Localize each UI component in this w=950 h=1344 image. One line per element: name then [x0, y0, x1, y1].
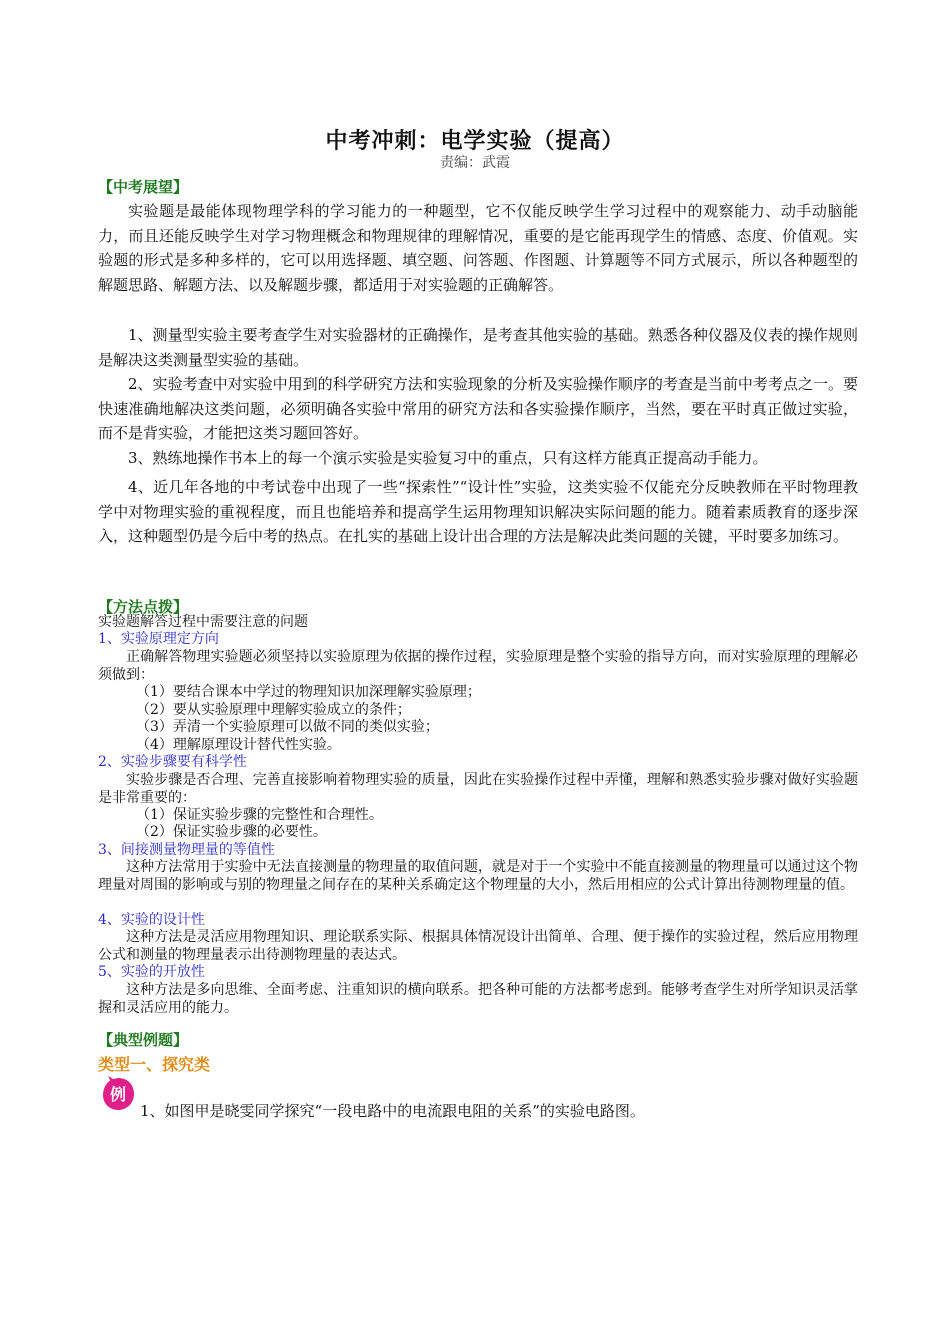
- example-badge-label: 例: [109, 1085, 127, 1104]
- example-question-1: 1、如图甲是晓雯同学探究“一段电路中的电流跟电阻的关系”的实验电路图。: [140, 1102, 645, 1120]
- method-2-title: 2、实验步骤要有科学性: [98, 754, 247, 770]
- method-2-text: 实验步骤是否合理、完善直接影响着物理实验的质量，因此在实验操作过程中弄懂，理解和熟悉实验步骤对做好实验题是非常重要的：: [98, 772, 858, 806]
- example-badge-icon: [100, 1076, 136, 1112]
- outlook-intro: 实验题是最能体现物理学科的学习能力的一种题型，它不仅能反映学生学习过程中的观察能力、动手动脑能力，而且还能反映学生对学习物理概念和物理规律的理解情况，重要的是它能再现学生的情感、态度、价值观。实验题的形式是多种多样的，它可以用选择题、填空题、问答题、作图题、计算题等不同方式展示，所以各种题型的解题思路、解题方法、以及解题步骤，都适用于对实验题的正确解答。: [98, 202, 858, 294]
- method-2-item: （1）保证实验步骤的完整性和合理性。: [136, 807, 383, 823]
- method-3-text: 这种方法常用于实验中无法直接测量的物理量的取值问题，就是对于一个实验中不能直接测量的物理量可以通过这个物理量对周围的影响或与别的物理量之间存在的某种关系确定这个物理量的大小，然后用相应的公式计算出待测物理量的值。: [98, 859, 858, 893]
- method-1-item: （2）要从实验原理中理解实验成立的条件；: [136, 702, 411, 718]
- outlook-point-1: 1、测量型实验主要考查学生对实验器材的正确操作，是考查其他实验的基础。熟悉各种仪器及仪表的操作规则是解决这类测量型实验的基础。: [98, 326, 858, 369]
- method-1-title: 1、实验原理定方向: [98, 631, 219, 647]
- outlook-heading: 【中考展望】: [98, 178, 189, 196]
- method-1-text: 正确解答物理实验题必须坚持以实验原理为依据的操作过程，实验原理是整个实验的指导方向，而对实验原理的理解必须做到：: [98, 649, 858, 683]
- method-1-item: （4）理解原理设计替代性实验。: [136, 737, 341, 753]
- method-1-item: （1）要结合课本中学过的物理知识加深理解实验原理；: [136, 684, 481, 700]
- page-title: 中考冲刺：电学实验（提高）: [325, 128, 625, 154]
- method-2-item: （2）保证实验步骤的必要性。: [136, 824, 327, 840]
- outlook-point-2: 2、实验考查中对实验中用到的科学研究方法和实验现象的分析及实验操作顺序的考查是当前中考考点之一。要快速准确地解决这类问题，必须明确各实验中常用的研究方法和各实验操作顺序，当然，要在平时真正做过实验，而不是背实验，才能把这类习题回答好。: [98, 375, 858, 442]
- type-1-heading: 类型一、探究类: [98, 1055, 211, 1074]
- outlook-point-4: 4、近几年各地的中考试卷中出现了一些“探索性”“设计性”实验，这类实验不仅能充分反映教师在平时物理教学中对物理实验的重视程度，而且也能培养和提高学生运用物理知识解决实际问题的能力。随着素质教育的逐步深入，这种题型仍是今后中考的热点。在扎实的基础上设计出合理的方法是解决此类问题的关键，平时要多加练习。: [98, 478, 858, 545]
- method-1-item: （3）弄清一个实验原理可以做不同的类似实验；: [136, 719, 439, 735]
- methods-lead: 实验题解答过程中需要注意的问题: [98, 614, 308, 630]
- method-4-text: 这种方法是灵活应用物理知识、理论联系实际、根据具体情况设计出简单、合理、便于操作的实验过程，然后应用物理公式和测量的物理量表示出待测物理量的表达式。: [98, 929, 858, 963]
- examples-heading: 【典型例题】: [98, 1031, 189, 1049]
- method-4-title: 4、实验的设计性: [98, 912, 205, 928]
- method-5-text: 这种方法是多向思维、全面考虑、注重知识的横向联系。把各种可能的方法都考虑到。能够考查学生对所学知识灵活掌握和灵活应用的能力。: [98, 982, 858, 1016]
- method-3-title: 3、间接测量物理量的等值性: [98, 842, 275, 858]
- outlook-point-3: 3、熟练地操作书本上的每一个演示实验是实验复习中的重点，只有这样方能真正提高动手能力。: [128, 449, 768, 467]
- method-5-title: 5、实验的开放性: [98, 964, 205, 980]
- editor-line: 责编：武霞: [440, 155, 510, 171]
- methods-heading: 【方法点拨】: [98, 598, 189, 616]
